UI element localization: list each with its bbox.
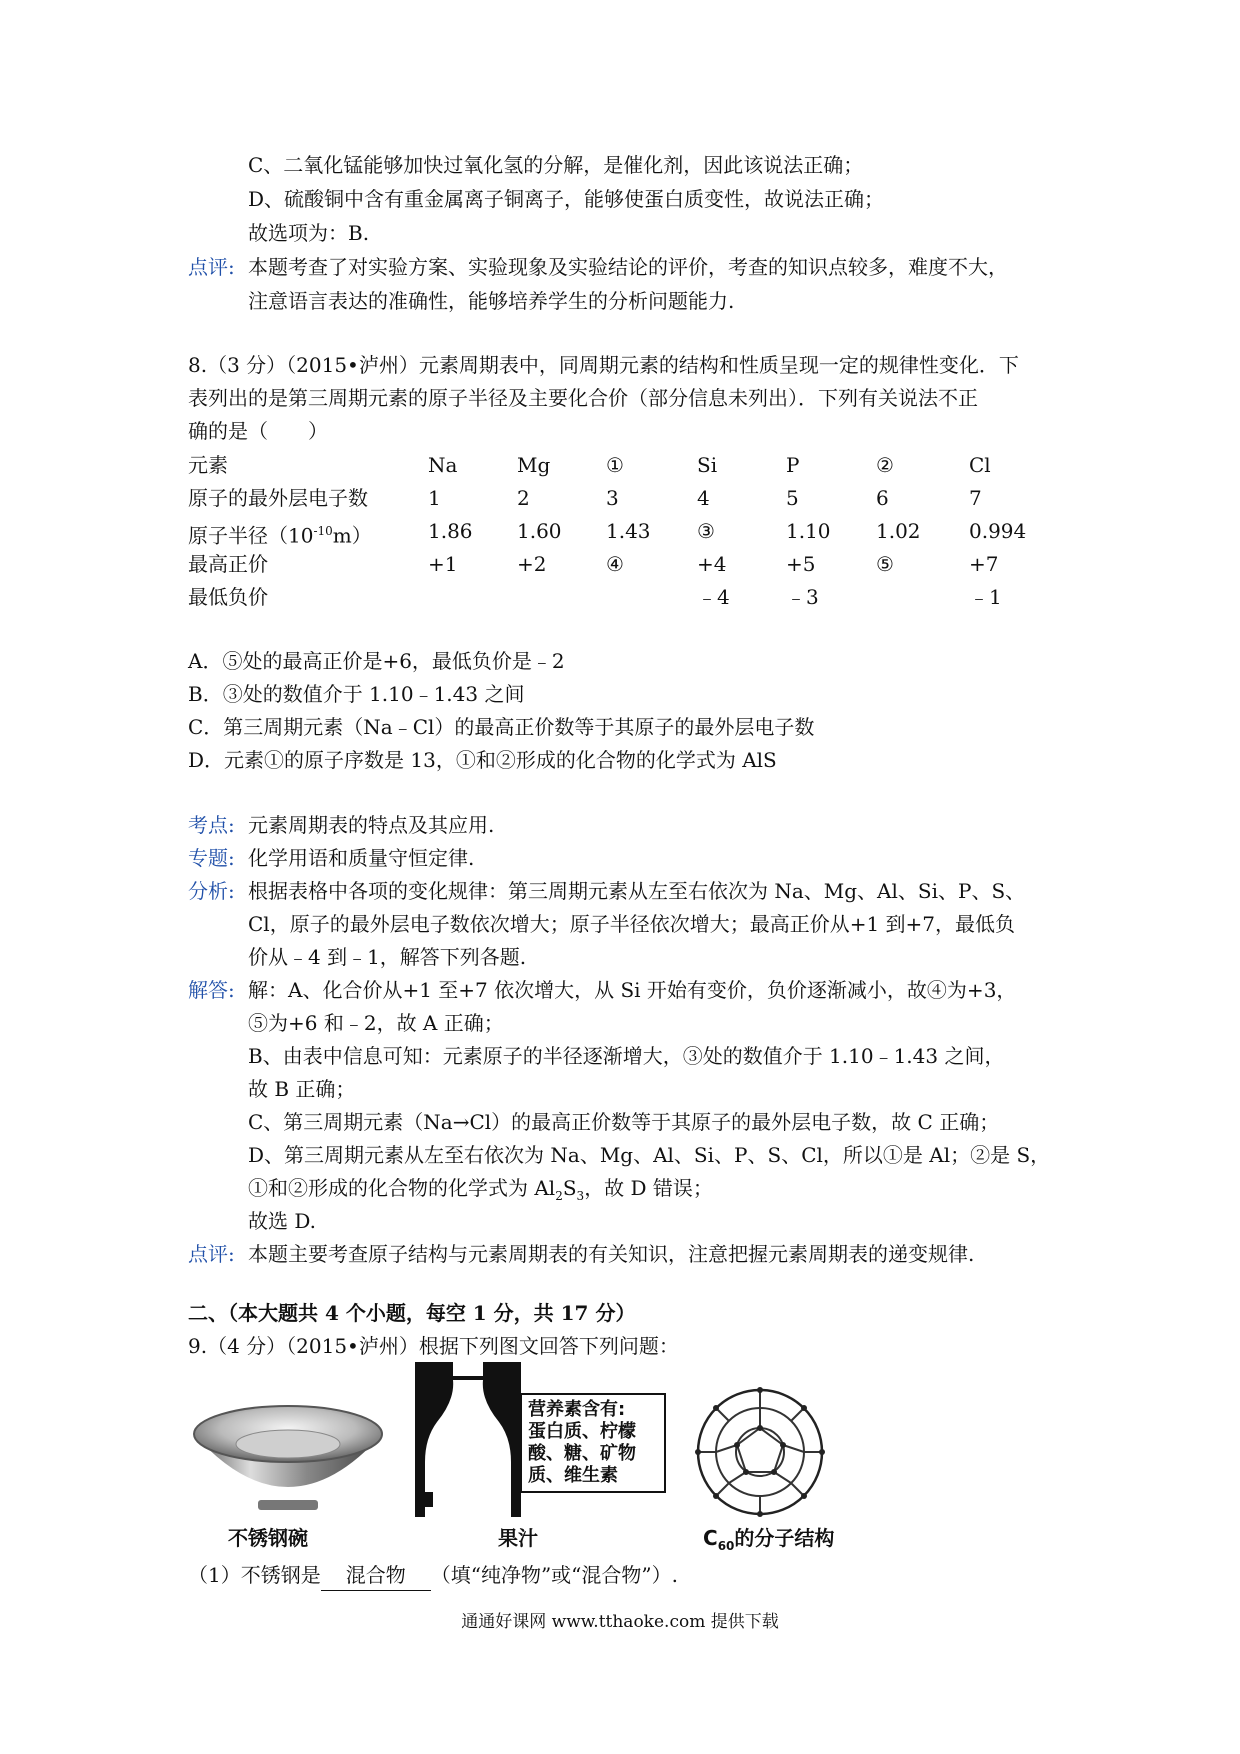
- q8-answer-line5: C、第三周期元素（Na→Cl）的最高正价数等于其原子的最外层电子数，故 C 正确；: [248, 1110, 1000, 1134]
- section-heading: 二、（本大题共 4 个小题，每空 1 分，共 17 分）: [188, 1301, 636, 1325]
- prev-option-c: C、二氧化锰能够加快过氧化氢的分解，是催化剂，因此该说法正确；: [248, 153, 864, 177]
- table-header-cell: Mg: [517, 453, 551, 477]
- prev-comment-label: 点评:: [188, 255, 235, 279]
- table-cell: +5: [786, 552, 816, 576]
- table-header-cell: ②: [876, 453, 894, 477]
- table-cell: ﹣4: [697, 585, 730, 609]
- table-cell: 原子的最外层电子数: [188, 486, 368, 510]
- q8-stem-line1: 8.（3 分）（2015•泸州）元素周期表中，同周期元素的结构和性质呈现一定的规律性变化．下: [188, 353, 1019, 377]
- table-cell: ﹣1: [969, 585, 1002, 609]
- table-cell: 2: [517, 486, 530, 510]
- q9-stem: 9.（4 分）（2015•泸州）根据下列图文回答下列问题：: [188, 1334, 679, 1358]
- table-cell: 1.10: [786, 519, 831, 543]
- q8-topic: 化学用语和质量守恒定律.: [248, 846, 475, 870]
- table-cell: 7: [969, 486, 982, 510]
- juice-caption: 果汁: [498, 1526, 538, 1550]
- q8-stem-line3: 确的是（ ）: [188, 419, 328, 443]
- q8-analysis-label: 分析:: [188, 879, 235, 903]
- table-cell: +4: [697, 552, 727, 576]
- q8-answer-line6: D、第三周期元素从左至右依次为 Na、Mg、Al、Si、P、S、Cl，所以①是 Al；②是 S，: [248, 1143, 1051, 1167]
- q8-option-d: D．元素①的原子序数是 13，①和②形成的化合物的化学式为 AlS: [188, 748, 777, 772]
- table-header-cell: ①: [606, 453, 624, 477]
- table-cell: 1.86: [428, 519, 473, 543]
- table-cell: +7: [969, 552, 999, 576]
- nutrient-label-box: [520, 1393, 666, 1493]
- table-header-cell: Si: [697, 453, 718, 477]
- table-cell: 5: [786, 486, 799, 510]
- table-cell: ③: [697, 519, 715, 543]
- q8-stem-line2: 表列出的是第三周期元素的原子半径及主要化合价（部分信息未列出）．下列有关说法不正: [188, 386, 978, 410]
- q8-comment: 本题主要考查原子结构与元素周期表的有关知识，注意把握元素周期表的递变规律.: [248, 1242, 975, 1266]
- q8-answer-line8: 故选 D.: [248, 1209, 317, 1233]
- q8-answer-label: 解答:: [188, 978, 235, 1002]
- prev-option-d: D、硫酸铜中含有重金属离子铜离子，能够使蛋白质变性，故说法正确；: [248, 187, 885, 211]
- prev-comment-line2: 注意语言表达的准确性，能够培养学生的分析问题能力.: [248, 289, 735, 313]
- table-header-cell: Na: [428, 453, 458, 477]
- steel-bowl-image: [188, 1400, 388, 1520]
- nutrient-line: 质、维生素: [528, 1465, 618, 1486]
- table-cell: 最高正价: [188, 552, 268, 576]
- nutrient-line: 蛋白质、柠檬: [528, 1421, 636, 1442]
- q8-option-b: B．③处的数值介于 1.10﹣1.43 之间: [188, 682, 525, 706]
- q8-answer-line4: 故 B 正确；: [248, 1077, 356, 1101]
- table-cell: 4: [697, 486, 710, 510]
- q8-comment-label: 点评:: [188, 1242, 235, 1266]
- q8-option-a: A．⑤处的最高正价是+6，最低负价是﹣2: [188, 649, 565, 673]
- table-cell: +1: [428, 552, 458, 576]
- nutrient-line: 营养素含有:: [528, 1399, 626, 1420]
- table-cell: 1.43: [606, 519, 651, 543]
- table-header-cell: 元素: [188, 453, 228, 477]
- q8-answer-line2: ⑤为+6 和﹣2，故 A 正确；: [248, 1011, 504, 1035]
- table-cell: +2: [517, 552, 547, 576]
- q8-topic-label: 专题:: [188, 846, 235, 870]
- q9-sub1-answer: 混合物: [321, 1560, 431, 1591]
- q8-option-c: C．第三周期元素（Na﹣Cl）的最高正价数等于其原子的最外层电子数: [188, 715, 815, 739]
- table-cell: ﹣3: [786, 585, 819, 609]
- q9-sub1: （1）不锈钢是 混合物 （填“纯净物”或“混合物”）.: [188, 1560, 678, 1591]
- q8-point-label: 考点:: [188, 813, 235, 837]
- table-cell: ④: [606, 552, 624, 576]
- q8-analysis-line1: 根据表格中各项的变化规律：第三周期元素从左至右依次为 Na、Mg、Al、Si、P、S、: [248, 879, 1026, 903]
- table-cell: 最低负价: [188, 585, 268, 609]
- table-cell: 0.994: [969, 519, 1027, 543]
- q8-answer-line3: B、由表中信息可知：元素原子的半径逐渐增大，③处的数值介于 1.10﹣1.43 之间，: [248, 1044, 1005, 1068]
- table-cell: 3: [606, 486, 619, 510]
- prev-comment-line1: 本题考查了对实验方案、实验现象及实验结论的评价，考查的知识点较多，难度不大，: [248, 255, 1008, 279]
- table-cell: 1.60: [517, 519, 562, 543]
- q8-analysis-line2: Cl，原子的最外层电子数依次增大；原子半径依次增大；最高正价从+1 到+7，最低负: [248, 912, 1016, 936]
- table-cell: ⑤: [876, 552, 894, 576]
- table-header-cell: P: [786, 453, 800, 477]
- table-header-cell: Cl: [969, 453, 991, 477]
- table-cell-radius-label: 原子半径$(10^{-10}m)$: [188, 523, 372, 548]
- q8-answer-line1: 解：A、化合价从+1 至+7 依次增大，从 Si 开始有变价，负价逐渐减小，故④为+3，: [248, 978, 1017, 1002]
- table-cell: 6: [876, 486, 889, 510]
- page-footer: 通通好课网 www.tthaoke.com 提供下载: [461, 1612, 779, 1632]
- juice-bottle-image: [415, 1362, 521, 1517]
- nutrient-line: 酸、糖、矿物: [528, 1443, 636, 1464]
- table-cell: 1: [428, 486, 441, 510]
- table-cell: 1.02: [876, 519, 921, 543]
- q8-answer-line7: ①和②形成的化合物的化学式为 $Al_2S_3$，故 D 错误；: [248, 1176, 713, 1203]
- q8-analysis-line3: 价从﹣4 到﹣1，解答下列各题.: [248, 945, 527, 969]
- q8-point: 元素周期表的特点及其应用.: [248, 813, 495, 837]
- c60-caption: $C_{60}$的分子结构: [703, 1526, 835, 1553]
- bowl-caption: 不锈钢碗: [228, 1526, 308, 1550]
- prev-conclusion: 故选项为：B.: [248, 221, 370, 245]
- c60-structure-image: [690, 1385, 830, 1520]
